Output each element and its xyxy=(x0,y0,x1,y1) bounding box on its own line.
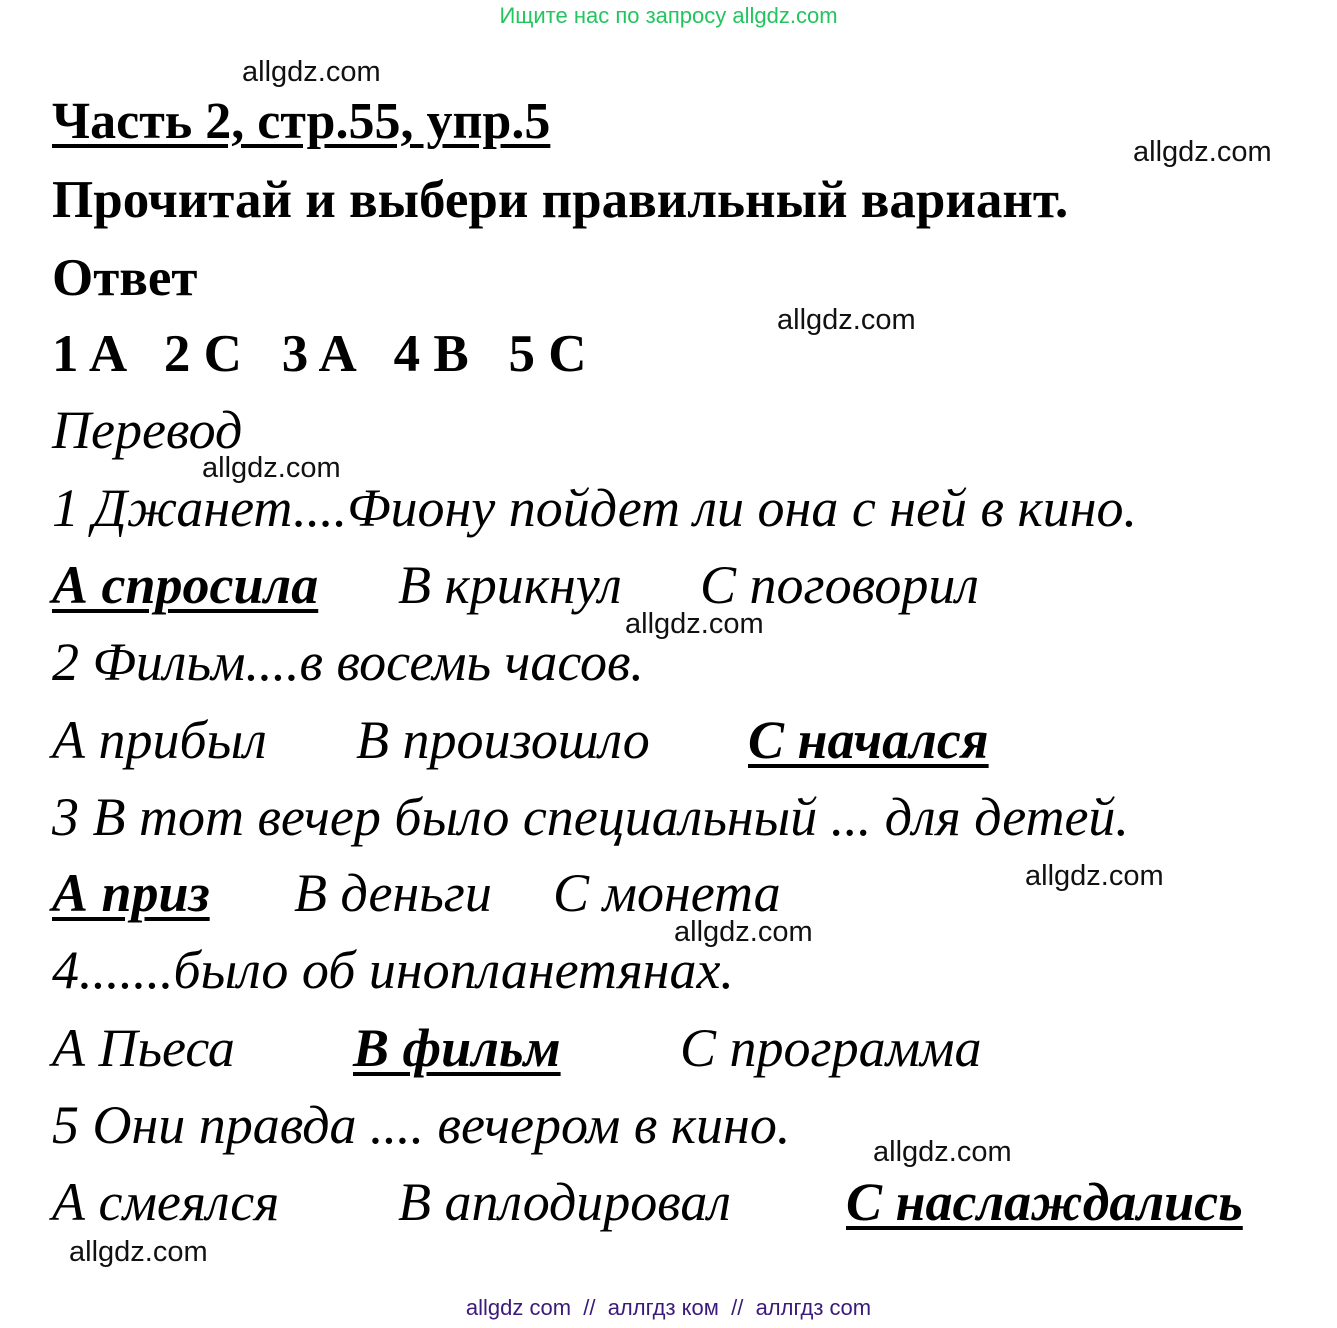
watermark: allgdz.com xyxy=(1025,860,1164,892)
watermark: allgdz.com xyxy=(202,452,341,484)
watermark: allgdz.com xyxy=(1133,136,1272,168)
watermark: allgdz.com xyxy=(674,916,813,948)
option-2c: С начался xyxy=(748,710,989,770)
watermark: allgdz.com xyxy=(777,304,916,336)
task-text: Прочитай и выбери правильный вариант. xyxy=(52,171,1069,229)
option-2a: А прибыл xyxy=(52,710,267,770)
option-1c: С поговорил xyxy=(700,555,979,615)
option-4b: В фильм xyxy=(353,1018,561,1078)
watermark: allgdz.com xyxy=(873,1136,1012,1168)
answers: 1 A 2 C 3 A 4 B 5 C xyxy=(52,325,587,383)
footer: allgdz com // аллгдз ком // аллгдз com xyxy=(465,1295,872,1320)
option-5b: В аплодировал xyxy=(398,1172,731,1232)
translation-label: Перевод xyxy=(52,400,243,460)
option-3c: С монета xyxy=(553,863,781,923)
option-1a: А спросила xyxy=(52,555,319,615)
option-1b: В крикнул xyxy=(398,555,622,615)
answer-label: Ответ xyxy=(52,249,198,307)
question-5: 5 Они правда .... вечером в кино. xyxy=(52,1095,791,1155)
option-5a: А смеялся xyxy=(52,1172,280,1232)
watermark: allgdz.com xyxy=(625,608,764,640)
option-3a: А приз xyxy=(52,863,210,923)
option-4c: С программа xyxy=(680,1018,982,1078)
question-3: 3 В тот вечер было специальный ... для детей. xyxy=(52,787,1129,847)
top-banner: Ищите нас по запросу allgdz.com xyxy=(499,3,838,28)
question-1: 1 Джанет....Фиону пойдет ли она с ней в кино. xyxy=(52,478,1138,538)
question-2: 2 Фильм....в восемь часов. xyxy=(52,632,644,692)
option-5c: С наслаждались xyxy=(846,1172,1243,1232)
question-4: 4.......было об инопланетянах. xyxy=(52,940,734,1000)
page-title: Часть 2, стр.55, упр.5 xyxy=(52,93,551,150)
option-3b: В деньги xyxy=(294,863,492,923)
watermark: allgdz.com xyxy=(242,56,381,88)
watermark: allgdz.com xyxy=(69,1236,208,1268)
option-4a: А Пьеса xyxy=(52,1018,235,1078)
option-2b: В произошло xyxy=(356,710,650,770)
